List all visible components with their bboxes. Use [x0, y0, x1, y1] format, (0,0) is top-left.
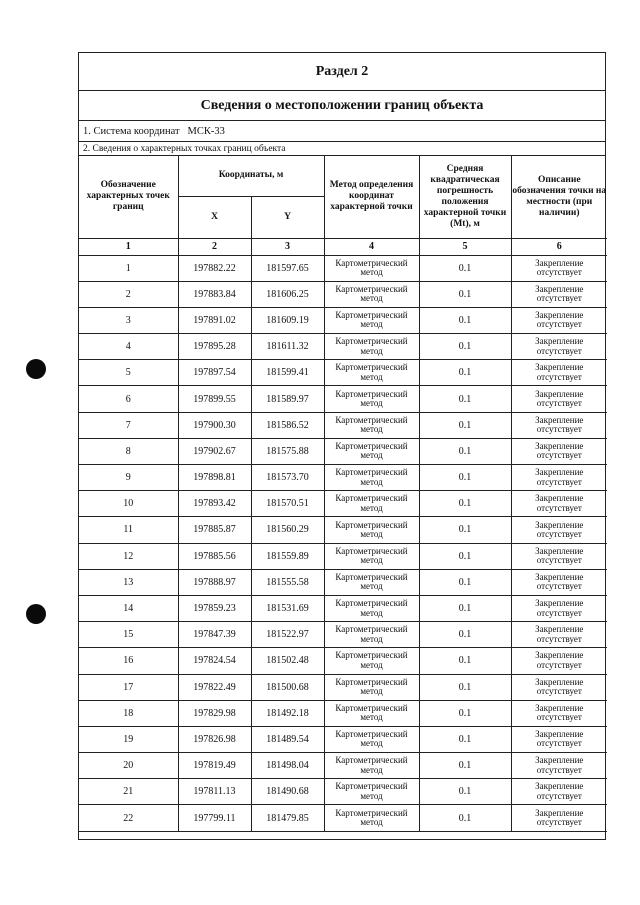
- cell-method: Картометрический метод: [324, 360, 419, 386]
- section-subtitle: Сведения о местоположении границ объекта: [79, 91, 605, 121]
- cell-method: Картометрический метод: [324, 648, 419, 674]
- section-title: Раздел 2: [79, 53, 605, 91]
- table-row: [79, 805, 607, 831]
- cell-point-number: 11: [79, 517, 178, 543]
- cell-error: 0.1: [419, 726, 511, 752]
- cell-y: 181492.18: [251, 700, 324, 726]
- cell-method: Картометрический метод: [324, 438, 419, 464]
- header-y: Y: [251, 196, 324, 238]
- table-row: [79, 491, 607, 517]
- cell-point-number: 13: [79, 569, 178, 595]
- cell-point-number: 9: [79, 465, 178, 491]
- cell-description: Закрепление отсутствует: [511, 726, 607, 752]
- characteristic-points-note: 2. Сведения о характерных точках границ объекта: [79, 142, 605, 156]
- cell-y: 181522.97: [251, 622, 324, 648]
- cell-y: 181597.65: [251, 255, 324, 281]
- table-row: [79, 779, 607, 805]
- points-table: [79, 156, 607, 832]
- column-number: 5: [419, 238, 511, 255]
- column-number: 6: [511, 238, 607, 255]
- cell-error: 0.1: [419, 753, 511, 779]
- cell-method: Картометрический метод: [324, 465, 419, 491]
- cell-y: 181531.69: [251, 595, 324, 621]
- cell-description: Закрепление отсутствует: [511, 307, 607, 333]
- cell-description: Закрепление отсутствует: [511, 517, 607, 543]
- cell-x: 197859.23: [178, 595, 251, 621]
- cell-x: 197888.97: [178, 569, 251, 595]
- table-row: [79, 281, 607, 307]
- cell-error: 0.1: [419, 543, 511, 569]
- table-row: [79, 360, 607, 386]
- cell-description: Закрепление отсутствует: [511, 386, 607, 412]
- cell-error: 0.1: [419, 281, 511, 307]
- cell-point-number: 18: [79, 700, 178, 726]
- cell-x: 197824.54: [178, 648, 251, 674]
- cell-y: 181489.54: [251, 726, 324, 752]
- table-row: [79, 438, 607, 464]
- cell-description: Закрепление отсутствует: [511, 543, 607, 569]
- cell-y: 181573.70: [251, 465, 324, 491]
- cell-point-number: 14: [79, 595, 178, 621]
- cell-point-number: 16: [79, 648, 178, 674]
- cell-y: 181609.19: [251, 307, 324, 333]
- cell-method: Картометрический метод: [324, 517, 419, 543]
- cell-error: 0.1: [419, 386, 511, 412]
- cell-y: 181586.52: [251, 412, 324, 438]
- cell-x: 197885.87: [178, 517, 251, 543]
- cell-y: 181502.48: [251, 648, 324, 674]
- table-row: [79, 543, 607, 569]
- cell-x: 197897.54: [178, 360, 251, 386]
- coordinate-system-line: [79, 121, 605, 142]
- cell-description: Закрепление отсутствует: [511, 700, 607, 726]
- cell-method: Картометрический метод: [324, 674, 419, 700]
- table-row: [79, 569, 607, 595]
- cell-point-number: 22: [79, 805, 178, 831]
- cell-error: 0.1: [419, 779, 511, 805]
- cell-x: 197891.02: [178, 307, 251, 333]
- cell-error: 0.1: [419, 491, 511, 517]
- cell-description: Закрепление отсутствует: [511, 648, 607, 674]
- table-row: [79, 412, 607, 438]
- cell-description: Закрепление отсутствует: [511, 805, 607, 831]
- cell-y: 181559.89: [251, 543, 324, 569]
- cell-x: 197893.42: [178, 491, 251, 517]
- table-row: [79, 648, 607, 674]
- table-row: [79, 386, 607, 412]
- cell-y: 181500.68: [251, 674, 324, 700]
- cell-method: Картометрический метод: [324, 386, 419, 412]
- cell-y: 181570.51: [251, 491, 324, 517]
- cell-error: 0.1: [419, 412, 511, 438]
- cell-x: 197826.98: [178, 726, 251, 752]
- cell-description: Закрепление отсутствует: [511, 334, 607, 360]
- cell-x: 197847.39: [178, 622, 251, 648]
- cell-description: Закрепление отсутствует: [511, 595, 607, 621]
- table-row: [79, 465, 607, 491]
- cell-point-number: 10: [79, 491, 178, 517]
- cell-description: Закрепление отсутствует: [511, 674, 607, 700]
- cell-error: 0.1: [419, 307, 511, 333]
- cell-method: Картометрический метод: [324, 334, 419, 360]
- cell-y: 181490.68: [251, 779, 324, 805]
- column-number: 2: [178, 238, 251, 255]
- cell-point-number: 8: [79, 438, 178, 464]
- cell-method: Картометрический метод: [324, 543, 419, 569]
- cell-error: 0.1: [419, 595, 511, 621]
- cell-point-number: 12: [79, 543, 178, 569]
- cell-point-number: 6: [79, 386, 178, 412]
- cell-point-number: 20: [79, 753, 178, 779]
- header-coordinates: Координаты, м: [178, 156, 324, 196]
- cell-x: 197799.11: [178, 805, 251, 831]
- cell-error: 0.1: [419, 517, 511, 543]
- cell-description: Закрепление отсутствует: [511, 255, 607, 281]
- cell-method: Картометрический метод: [324, 753, 419, 779]
- table-row: [79, 307, 607, 333]
- cell-method: Картометрический метод: [324, 726, 419, 752]
- cell-method: Картометрический метод: [324, 412, 419, 438]
- cell-description: Закрепление отсутствует: [511, 753, 607, 779]
- table-row: [79, 595, 607, 621]
- table-row: [79, 517, 607, 543]
- cell-method: Картометрический метод: [324, 491, 419, 517]
- punch-hole-lower: [26, 604, 46, 624]
- header-point-designation: Обозначение характерных точек границ: [79, 156, 178, 238]
- cell-point-number: 1: [79, 255, 178, 281]
- cell-error: 0.1: [419, 465, 511, 491]
- cell-error: 0.1: [419, 438, 511, 464]
- cell-error: 0.1: [419, 674, 511, 700]
- cell-y: 181479.85: [251, 805, 324, 831]
- cell-description: Закрепление отсутствует: [511, 360, 607, 386]
- header-description: Описание обозначения точки на местности (при наличии): [511, 156, 607, 238]
- cell-point-number: 4: [79, 334, 178, 360]
- cell-y: 181575.88: [251, 438, 324, 464]
- cell-error: 0.1: [419, 622, 511, 648]
- cell-error: 0.1: [419, 255, 511, 281]
- cell-method: Картометрический метод: [324, 805, 419, 831]
- cell-point-number: 21: [79, 779, 178, 805]
- cell-error: 0.1: [419, 700, 511, 726]
- cell-x: 197822.49: [178, 674, 251, 700]
- cell-description: Закрепление отсутствует: [511, 465, 607, 491]
- cell-point-number: 2: [79, 281, 178, 307]
- cell-y: 181589.97: [251, 386, 324, 412]
- cell-y: 181498.04: [251, 753, 324, 779]
- column-number: 1: [79, 238, 178, 255]
- cell-point-number: 15: [79, 622, 178, 648]
- cell-method: Картометрический метод: [324, 595, 419, 621]
- cell-x: 197898.81: [178, 465, 251, 491]
- cell-y: 181555.58: [251, 569, 324, 595]
- cell-description: Закрепление отсутствует: [511, 281, 607, 307]
- table-row: [79, 334, 607, 360]
- cell-point-number: 7: [79, 412, 178, 438]
- cell-point-number: 3: [79, 307, 178, 333]
- punch-hole-upper: [26, 359, 46, 379]
- cell-y: 181599.41: [251, 360, 324, 386]
- column-number: 4: [324, 238, 419, 255]
- cell-error: 0.1: [419, 805, 511, 831]
- points-table-body: [79, 255, 607, 831]
- column-number: 3: [251, 238, 324, 255]
- cell-method: Картометрический метод: [324, 281, 419, 307]
- cell-method: Картометрический метод: [324, 700, 419, 726]
- table-row: [79, 700, 607, 726]
- cell-description: Закрепление отсутствует: [511, 779, 607, 805]
- cell-error: 0.1: [419, 360, 511, 386]
- header-method: Метод определения координат характерной точки: [324, 156, 419, 238]
- cell-x: 197899.55: [178, 386, 251, 412]
- cell-y: 181560.29: [251, 517, 324, 543]
- table-row: [79, 753, 607, 779]
- cell-point-number: 17: [79, 674, 178, 700]
- cell-description: Закрепление отсутствует: [511, 622, 607, 648]
- cell-x: 197829.98: [178, 700, 251, 726]
- coordinate-system-text: 1. Система координат МСК-33: [83, 125, 225, 137]
- cell-description: Закрепление отсутствует: [511, 569, 607, 595]
- cell-x: 197819.49: [178, 753, 251, 779]
- cell-x: 197811.13: [178, 779, 251, 805]
- header-x: X: [178, 196, 251, 238]
- cell-y: 181611.32: [251, 334, 324, 360]
- table-row: [79, 622, 607, 648]
- header-error: Средняя квадратическая погрешность положения характерной точки (Mt), м: [419, 156, 511, 238]
- document-frame: [78, 52, 606, 840]
- cell-x: 197902.67: [178, 438, 251, 464]
- table-row: [79, 255, 607, 281]
- cell-point-number: 5: [79, 360, 178, 386]
- cell-method: Картометрический метод: [324, 307, 419, 333]
- cell-x: 197900.30: [178, 412, 251, 438]
- cell-x: 197883.84: [178, 281, 251, 307]
- cell-x: 197895.28: [178, 334, 251, 360]
- cell-y: 181606.25: [251, 281, 324, 307]
- table-row: [79, 674, 607, 700]
- cell-error: 0.1: [419, 334, 511, 360]
- cell-x: 197885.56: [178, 543, 251, 569]
- cell-description: Закрепление отсутствует: [511, 491, 607, 517]
- table-row: [79, 726, 607, 752]
- cell-method: Картометрический метод: [324, 255, 419, 281]
- cell-description: Закрепление отсутствует: [511, 438, 607, 464]
- cell-point-number: 19: [79, 726, 178, 752]
- cell-x: 197882.22: [178, 255, 251, 281]
- cell-error: 0.1: [419, 648, 511, 674]
- cell-description: Закрепление отсутствует: [511, 412, 607, 438]
- cell-method: Картометрический метод: [324, 779, 419, 805]
- cell-method: Картометрический метод: [324, 569, 419, 595]
- cell-error: 0.1: [419, 569, 511, 595]
- cell-method: Картометрический метод: [324, 622, 419, 648]
